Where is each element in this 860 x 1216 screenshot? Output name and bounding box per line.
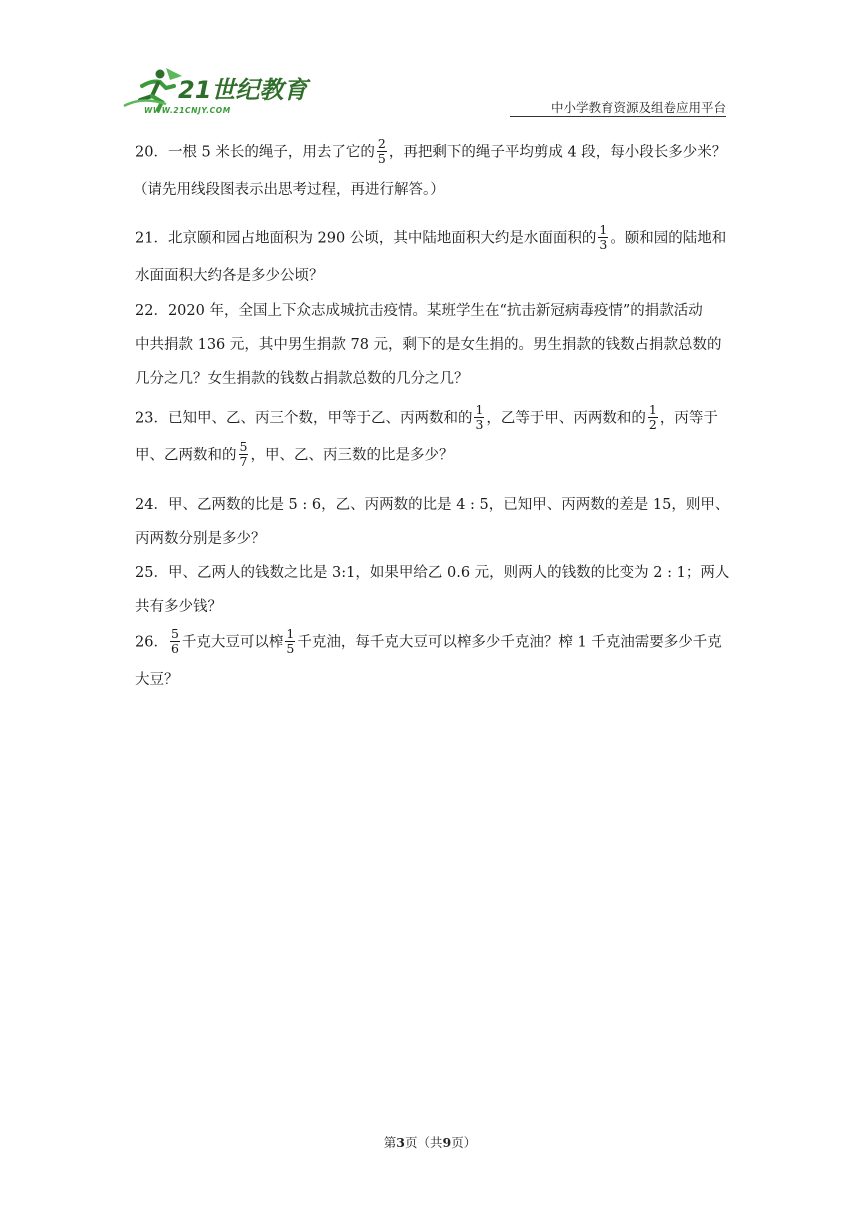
question-text-line: 几分之几？女生捐款的钱数占捐款总数的几分之几？	[135, 371, 469, 387]
header-divider	[510, 116, 726, 117]
question-text-line: 25．甲、乙两人的钱数之比是 3:1，如果甲给乙 0.6 元，则两人的钱数的比变为 2 : 1；两人	[135, 565, 730, 581]
fraction: $\frac{2}{5}$	[377, 136, 386, 166]
question-25	[135, 562, 729, 618]
page-footer: 第3页（共9页）	[383, 1135, 477, 1150]
question-number: 20．	[135, 144, 168, 161]
question-text-line: 丙两数分别是多少？	[135, 531, 266, 547]
question-23: 23．已知甲、乙、丙三个数，甲等于乙、丙两数和的 $\frac{1}{3}$ ，乙等于甲、丙两数和的 $\frac{1}{2}$ ，丙等于 甲、乙两数和的 $\frac{5}{7}$ ，甲、乙、丙三数的比是多少？	[135, 404, 729, 470]
page-number: 3	[396, 1135, 405, 1150]
question-text: 一根 5 米长的绳子，用去了它的	[167, 144, 375, 161]
question-21	[135, 224, 729, 287]
question-number: 24．	[135, 497, 168, 513]
question-number: 25．	[135, 565, 168, 581]
question-text-line: 中共捐款 136 元，其中男生捐款 78 元，剩下的是女生捐的。男生捐款的钱数占捐款总数的	[135, 337, 722, 353]
question-text-line: 22．2020 年，全国上下众志成城抗击疫情。某班学生在“抗击新冠病毒疫情”的捐款活动	[135, 303, 703, 319]
fraction: $\frac{1}{2}$	[648, 402, 657, 432]
fraction: $\frac{5}{7}$	[239, 439, 248, 469]
question-22	[135, 300, 729, 390]
platform-title: 中小学教育资源及组卷应用平台	[550, 100, 726, 115]
fraction: $\frac{1}{3}$	[475, 402, 484, 432]
question-26: 26． $\frac{5}{6}$ 千克大豆可以榨 $\frac{1}{5}$ 千克油，每千克大豆可以榨多少千克油？榨 1 千克油需要多少千克 大豆？	[135, 628, 729, 691]
question-text-line: 大豆？	[135, 672, 179, 688]
question-text: ，再把剩下的绳子平均剪成 4 段，每小段长多少米？	[388, 144, 727, 161]
question-text-line: 共有多少钱？	[135, 599, 222, 615]
question-number: 23．	[135, 410, 168, 427]
logo-text: 21世纪教育	[178, 76, 308, 104]
question-text: 北京颐和园占地面积为 290 公顷，其中陆地面积大约是水面面积的	[167, 230, 597, 247]
question-number: 26．	[135, 634, 168, 651]
question-20	[135, 138, 729, 201]
question-text-line: 水面面积大约各是多少公顷？	[135, 268, 324, 284]
question-text-line: 甲、乙两数和的 $\frac{5}{7}$ ，甲、乙、丙三数的比是多少？	[135, 439, 454, 469]
page-total: 9	[442, 1135, 452, 1150]
logo	[122, 66, 308, 116]
question-24	[135, 494, 729, 550]
page-header	[0, 0, 860, 120]
question-text: 。颐和园的陆地和	[610, 230, 727, 247]
question-number: 21．	[135, 230, 168, 247]
question-text-line: （请先用线段图表示出思考过程，再进行解答。）	[133, 182, 445, 198]
logo-runner-icon	[122, 66, 308, 116]
question-number: 22．	[135, 303, 168, 319]
fraction: $\frac{1}{5}$	[286, 626, 295, 656]
fraction: $\frac{5}{6}$	[170, 626, 179, 656]
question-text-line: 24．甲、乙两数的比是 5 : 6，乙、丙两数的比是 4 : 5，已知甲、丙两数的差是 15，则甲、	[135, 497, 730, 513]
fraction: $\frac{1}{3}$	[599, 222, 608, 252]
logo-url: WWW.21CNJY.COM	[144, 106, 231, 115]
